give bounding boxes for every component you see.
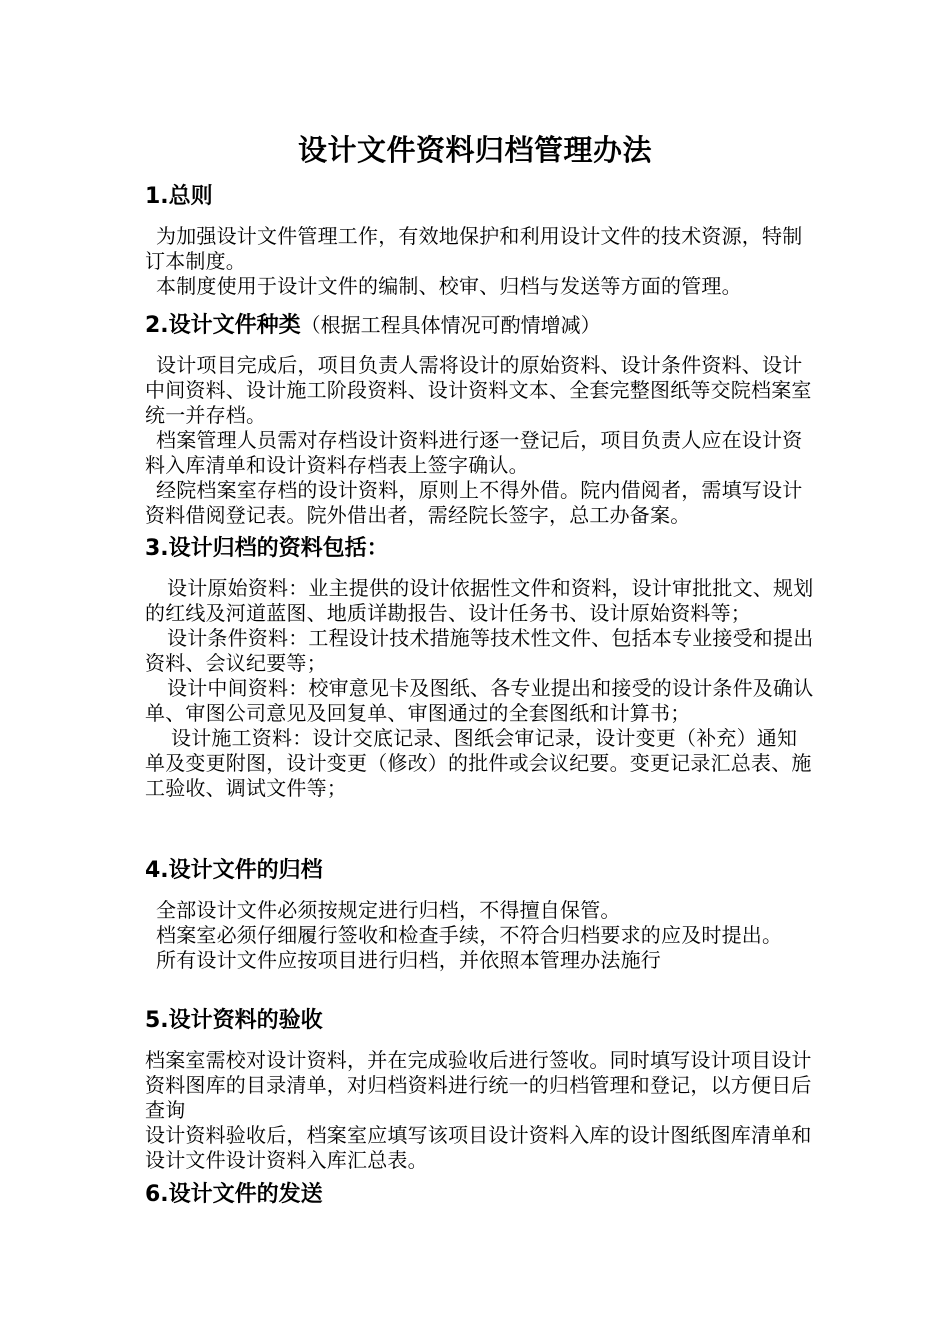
paragraph: 为加强设计文件管理工作，有效地保护和利用设计文件的技术资源，特制订本制度。 [145, 224, 803, 273]
paragraph: 设计资料验收后，档案室应填写该项目设计资料入库的设计图纸图库清单和设计文件设计资料入库汇总表。 [145, 1123, 812, 1172]
section-dispatch [145, 1180, 815, 1222]
paragraph: 所有设计文件应按项目进行归档，并依照本管理办法施行 [156, 948, 661, 972]
paragraph: 经院档案室存档的设计资料，原则上不得外借。院内借阅者，需填写设计资料借阅登记表。院外借出者，需经院长签字，总工办备案。 [145, 478, 803, 527]
paragraph: 本制度使用于设计文件的编制、校审、归档与发送等方面的管理。 [156, 274, 742, 298]
section-heading-text: 2.设计文件种类 [145, 313, 301, 338]
section-heading-note: （根据工程具体情况可酌情增减） [300, 313, 601, 337]
section-heading: 3.设计归档的资料包括： [145, 536, 389, 561]
paragraph: 设计原始资料：业主提供的设计依据性文件和资料，设计审批批文、规划的红线及河道蓝图、地质详勘报告、设计任务书、设计原始资料等； [145, 576, 814, 625]
paragraph: 设计项目完成后，项目负责人需将设计的原始资料、设计条件资料、设计中间资料、设计施工阶段资料、设计资料文本、全套完整图纸等交院档案室统一并存档。 [145, 353, 812, 427]
section-heading: 4.设计文件的归档 [145, 858, 323, 883]
section-heading: 1.总则 [145, 184, 213, 209]
document-title: 设计文件资料归档管理办法 [297, 133, 652, 167]
paragraph: 设计中间资料：校审意见卡及图纸、各专业提出和接受的设计条件及确认单、审图公司意见及回复单、审图通过的全套图纸和计算书； [145, 676, 814, 725]
section-file-types [145, 310, 815, 528]
section-heading: 5.设计资料的验收 [145, 1008, 323, 1033]
paragraph: 档案室需校对设计资料，并在完成验收后进行签收。同时填写设计项目设计资料图库的目录清单，对归档资料进行统一的归档管理和登记，以方便日后查询 [145, 1048, 812, 1122]
paragraph: 档案室必须仔细履行签收和检查手续，不符合归档要求的应及时提出。 [156, 923, 783, 947]
section-general [145, 182, 815, 299]
paragraph: 全部设计文件必须按规定进行归档，不得擅自保管。 [156, 898, 621, 922]
section-acceptance [145, 1006, 815, 1173]
paragraph: 档案管理人员需对存档设计资料进行逐一登记后，项目负责人应在设计资料入库清单和设计资料存档表上签字确认。 [145, 428, 803, 477]
section-filing [145, 856, 815, 973]
paragraph: 设计条件资料：工程设计技术措施等技术性文件、包括本专业接受和提出资料、会议纪要等； [145, 626, 814, 675]
section-archive-materials [145, 534, 815, 801]
paragraph: 设计施工资料：设计交底记录、图纸会审记录，设计变更（补充）通知单及变更附图，设计变更（修改）的批件或会议纪要。变更记录汇总表、施工验收、调试文件等； [145, 726, 812, 800]
section-heading: 6.设计文件的发送 [145, 1182, 323, 1207]
section-heading [145, 310, 815, 341]
